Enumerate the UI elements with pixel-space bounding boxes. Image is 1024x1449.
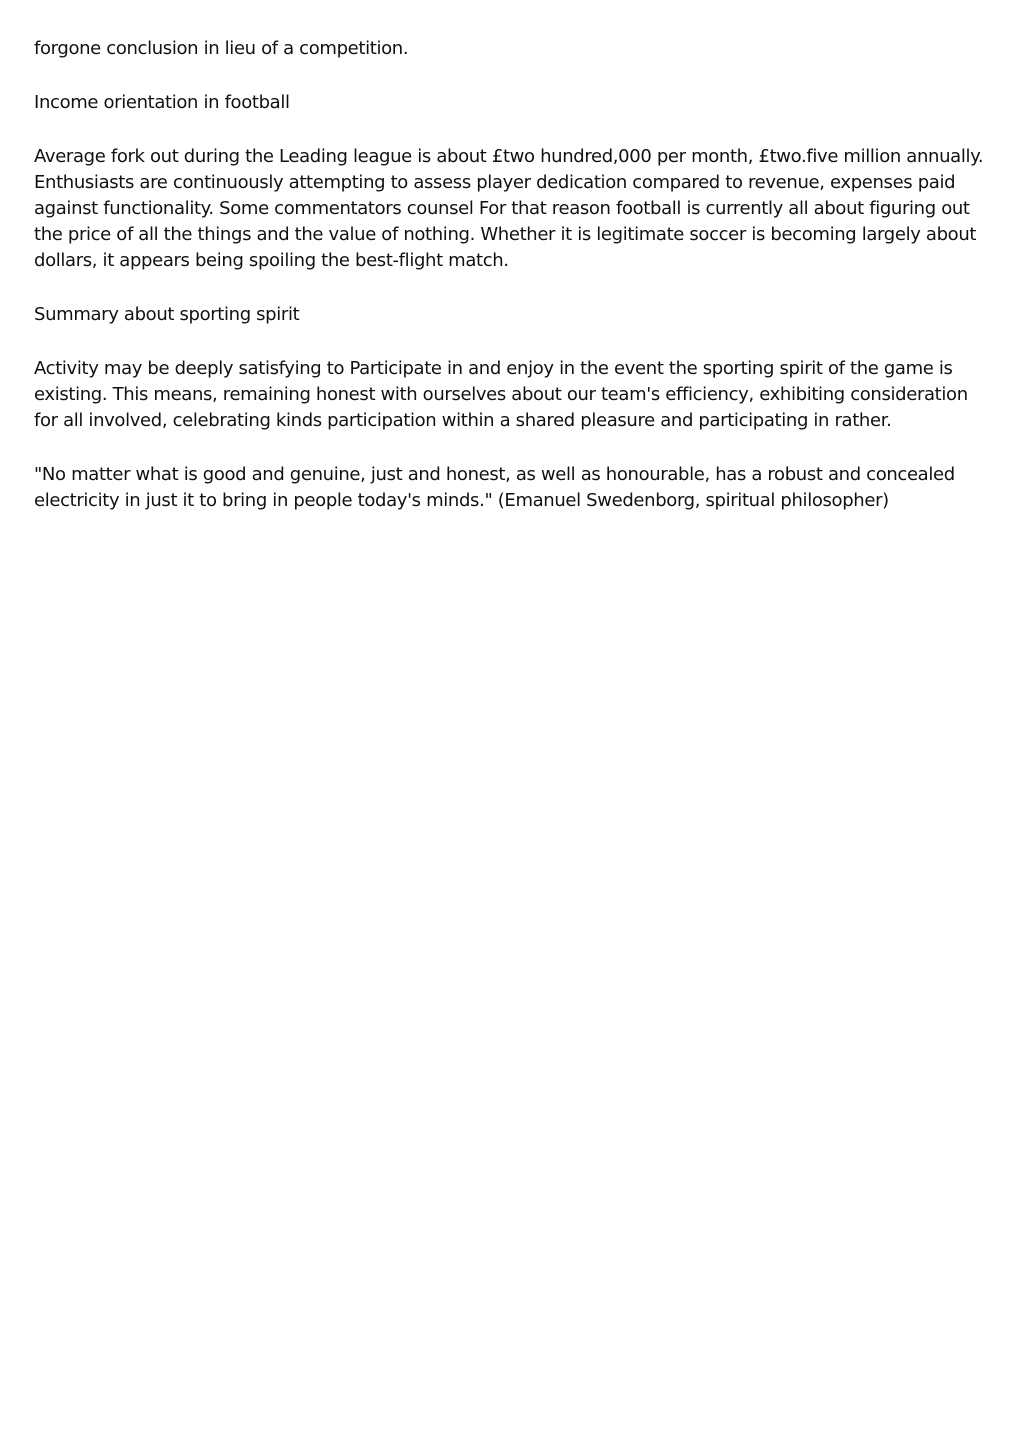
paragraph-continuation: forgone conclusion in lieu of a competition. xyxy=(34,38,409,59)
quote-paragraph: "No matter what is good and genuine, just and honest, as well as honourable, has a robust and concealed electricity in just it to bring in people today's minds." (Emanuel Swedenborg, spiritual philosopher) xyxy=(34,464,955,511)
paragraph-income: Average fork out during the Leading league is about £two hundred,000 per month, £two.five million annually. Enthusiasts are continuously attempting to assess player dedication compared to revenue, expenses paid against functionality. Some commentators counsel For that reason football is currently all about figuring out the price of all the things and the value of nothing. Whether it is legitimate soccer is becoming largely about dollars, it appears being spoiling the best-flight match. xyxy=(34,146,984,271)
section-heading-sporting-spirit: Summary about sporting spirit xyxy=(34,304,300,325)
paragraph-sporting-spirit: Activity may be deeply satisfying to Participate in and enjoy in the event the sporting spirit of the game is existing. This means, remaining honest with ourselves about our team's efficiency, exhibiting consideration for all involved, celebrating kinds participation within a shared pleasure and participating in rather. xyxy=(34,358,968,431)
section-heading-income: Income orientation in football xyxy=(34,92,290,113)
